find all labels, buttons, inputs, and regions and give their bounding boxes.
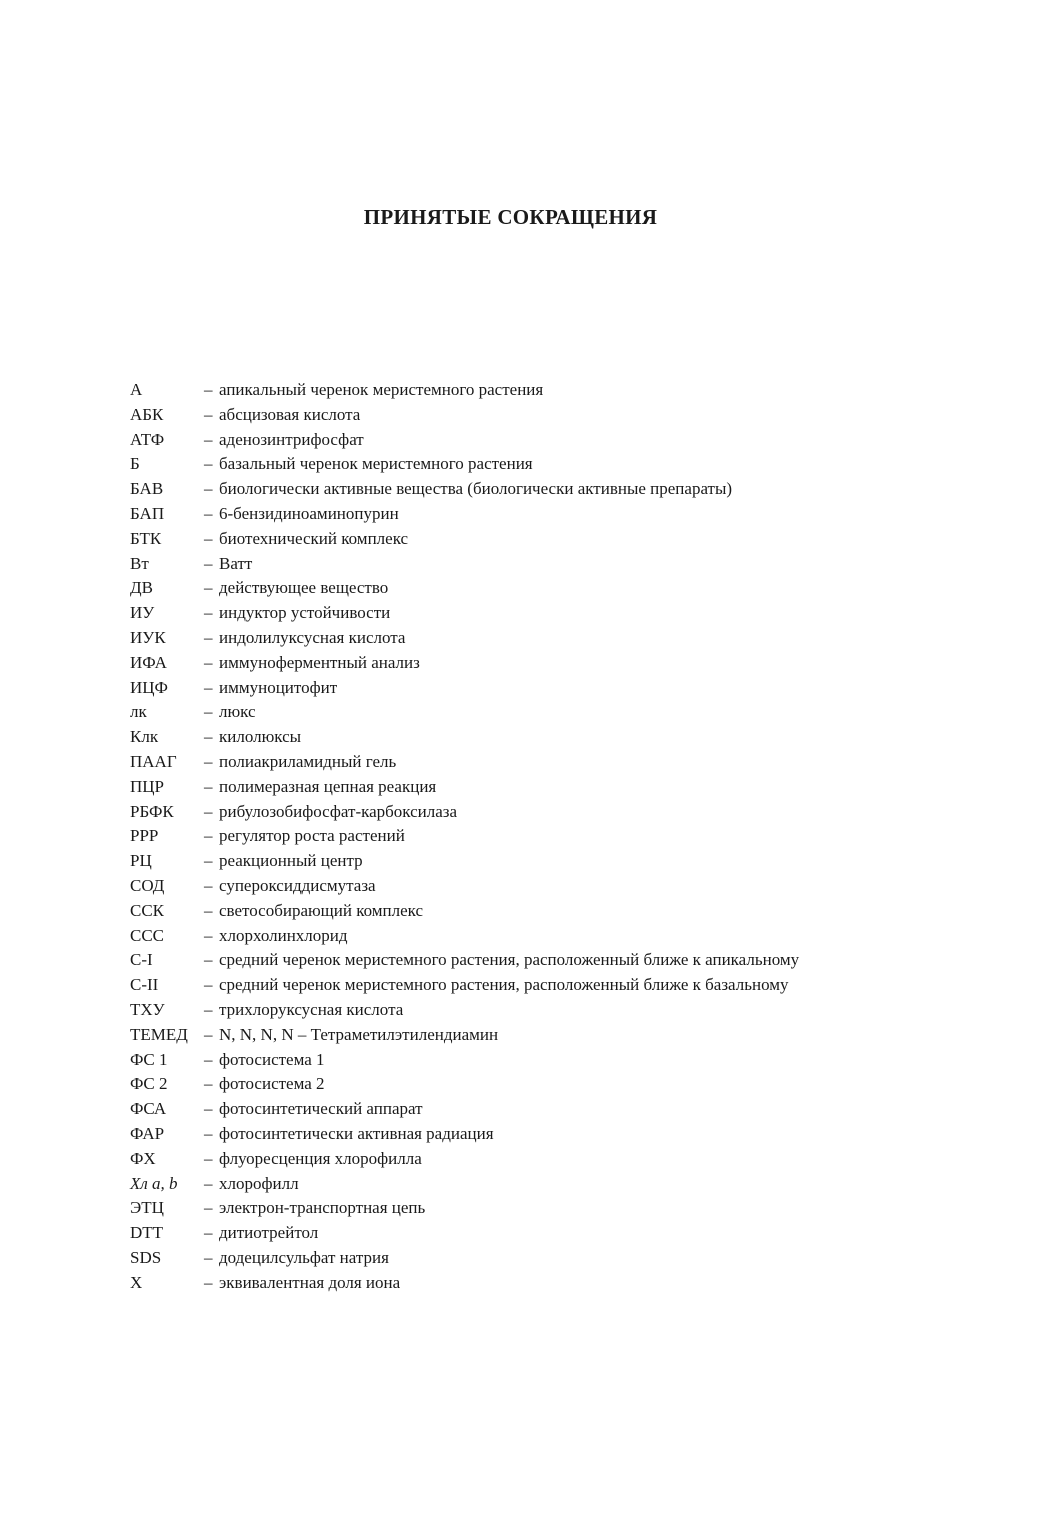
- abbreviation-term: С-I: [130, 950, 153, 970]
- abbreviation-term: РБФК: [130, 801, 174, 821]
- abbreviation-row: [130, 378, 930, 403]
- abbreviation-dash: –: [204, 925, 213, 945]
- abbreviation-definition: электрон-транспортная цепь: [219, 1198, 426, 1218]
- abbreviation-definition: дитиотрейтол: [219, 1223, 319, 1243]
- abbreviation-term: ИЦФ: [130, 677, 168, 697]
- abbreviation-dash: –: [204, 553, 213, 573]
- abbreviation-definition: супероксиддисмутаза: [219, 875, 376, 895]
- abbreviation-dash: –: [204, 1173, 213, 1193]
- abbreviation-row: [130, 1147, 930, 1172]
- abbreviation-row: [130, 1196, 930, 1221]
- abbreviation-row: [130, 576, 930, 601]
- abbreviation-term: ССС: [130, 925, 165, 945]
- abbreviation-row: [130, 775, 930, 800]
- abbreviation-row: [130, 700, 930, 725]
- abbreviation-definition: аденозинтрифосфат: [219, 429, 364, 449]
- abbreviation-row: [130, 973, 930, 998]
- abbreviation-term: ЭТЦ: [130, 1198, 164, 1218]
- abbreviation-definition: 6-бензидиноаминопурин: [219, 503, 399, 523]
- abbreviation-dash: –: [204, 627, 213, 647]
- abbreviation-definition: трихлоруксусная кислота: [219, 999, 404, 1019]
- abbreviation-definition: светособирающий комплекс: [219, 900, 424, 920]
- abbreviation-definition: люкс: [219, 702, 256, 722]
- abbreviation-list: [130, 378, 930, 1295]
- abbreviation-dash: –: [204, 1024, 213, 1044]
- abbreviation-row: [130, 998, 930, 1023]
- abbreviation-definition: базальный черенок меристемного растения: [219, 454, 533, 474]
- abbreviation-row: [130, 725, 930, 750]
- abbreviation-row: [130, 428, 930, 453]
- abbreviation-row: [130, 1048, 930, 1073]
- abbreviation-term: БАП: [130, 503, 165, 523]
- abbreviation-dash: –: [204, 975, 213, 995]
- abbreviation-row: [130, 874, 930, 899]
- abbreviation-term: БАВ: [130, 479, 164, 499]
- abbreviation-term: А: [130, 380, 143, 399]
- abbreviation-term: ФС 2: [130, 1074, 168, 1094]
- abbreviation-dash: –: [204, 1223, 213, 1243]
- abbreviation-dash: –: [204, 851, 213, 871]
- abbreviation-dash: –: [204, 875, 213, 895]
- abbreviation-definition: регулятор роста растений: [219, 826, 405, 846]
- abbreviation-dash: –: [204, 652, 213, 672]
- abbreviation-row: [130, 849, 930, 874]
- abbreviation-row: [130, 1221, 930, 1246]
- abbreviation-definition: биологически активные вещества (биологически активные препараты): [219, 479, 733, 499]
- abbreviation-term: ПААГ: [130, 751, 177, 771]
- abbreviation-definition: полимеразная цепная реакция: [219, 776, 437, 796]
- abbreviation-row: [130, 502, 930, 527]
- abbreviation-dash: –: [204, 826, 213, 846]
- abbreviation-term: ФС 1: [130, 1049, 168, 1069]
- abbreviation-dash: –: [204, 528, 213, 548]
- abbreviation-term: С-II: [130, 975, 159, 995]
- abbreviation-term: АТФ: [130, 429, 165, 449]
- abbreviation-term: Б: [130, 454, 140, 474]
- abbreviation-term: ТЕМЕД: [130, 1024, 188, 1044]
- abbreviation-definition: иммуноцитофит: [219, 677, 338, 697]
- abbreviation-term: ФАР: [130, 1123, 165, 1143]
- abbreviation-definition: фотосистема 1: [219, 1049, 325, 1069]
- abbreviation-dash: –: [204, 380, 213, 399]
- abbreviation-definition: N, N, N, N – Тетраметилэтилендиамин: [219, 1024, 499, 1044]
- abbreviation-definition: эквивалентная доля иона: [219, 1272, 401, 1292]
- abbreviation-row: [130, 924, 930, 949]
- abbreviation-dash: –: [204, 1074, 213, 1094]
- abbreviation-dash: –: [204, 603, 213, 623]
- abbreviation-dash: –: [204, 1272, 213, 1292]
- abbreviation-term: СОД: [130, 875, 165, 895]
- abbreviation-definition: флуоресценция хлорофилла: [219, 1148, 422, 1168]
- abbreviation-term: ИФА: [130, 652, 167, 672]
- abbreviation-definition: додецилсульфат натрия: [219, 1247, 389, 1267]
- abbreviation-term: ДВ: [130, 578, 153, 598]
- abbreviation-definition: средний черенок меристемного растения, расположенный ближе к базальному: [219, 975, 789, 995]
- abbreviation-dash: –: [204, 751, 213, 771]
- abbreviation-term: DTT: [130, 1223, 164, 1243]
- abbreviation-definition: иммуноферментный анализ: [219, 652, 420, 672]
- abbreviation-definition: биотехнический комплекс: [219, 528, 409, 548]
- abbreviation-definition: полиакриламидный гель: [219, 751, 397, 771]
- page-title: ПРИНЯТЫЕ СОКРАЩЕНИЯ: [363, 205, 658, 229]
- abbreviation-dash: –: [204, 727, 213, 747]
- abbreviation-term: Вт: [130, 553, 149, 573]
- abbreviation-definition: апикальный черенок меристемного растения: [219, 380, 544, 399]
- abbreviation-row: [130, 1271, 930, 1296]
- abbreviation-definition: фотосистема 2: [219, 1074, 325, 1094]
- abbreviation-term: РРР: [130, 826, 159, 846]
- abbreviation-definition: реакционный центр: [219, 851, 363, 871]
- abbreviation-dash: –: [204, 1198, 213, 1218]
- abbreviation-row: [130, 651, 930, 676]
- abbreviation-dash: –: [204, 1247, 213, 1267]
- abbreviation-row: [130, 601, 930, 626]
- abbreviation-row: [130, 824, 930, 849]
- abbreviation-term: ПЦР: [130, 776, 165, 796]
- abbreviation-dash: –: [204, 479, 213, 499]
- abbreviation-definition: индуктор устойчивости: [219, 603, 391, 623]
- abbreviation-row: [130, 676, 930, 701]
- abbreviation-term: ИУК: [130, 627, 166, 647]
- abbreviation-term: ФСА: [130, 1099, 167, 1119]
- abbreviation-term: ИУ: [130, 603, 155, 623]
- abbreviation-term: Хл a, b: [130, 1173, 178, 1193]
- abbreviation-definition: фотосинтетически активная радиация: [219, 1123, 494, 1143]
- abbreviation-definition: хлорофилл: [219, 1173, 299, 1193]
- abbreviation-definition: абсцизовая кислота: [219, 404, 361, 424]
- abbreviation-dash: –: [204, 404, 213, 424]
- abbreviation-dash: –: [204, 677, 213, 697]
- abbreviation-row: [130, 800, 930, 825]
- abbreviation-row: [130, 1122, 930, 1147]
- abbreviation-dash: –: [204, 578, 213, 598]
- abbreviation-dash: –: [204, 1123, 213, 1143]
- abbreviation-dash: –: [204, 1099, 213, 1119]
- abbreviation-term: АБК: [130, 404, 164, 424]
- abbreviation-dash: –: [204, 429, 213, 449]
- abbreviation-term: БТК: [130, 528, 162, 548]
- abbreviation-row: [130, 1097, 930, 1122]
- abbreviation-term: SDS: [130, 1247, 162, 1267]
- abbreviation-row: [130, 403, 930, 428]
- abbreviation-definition: средний черенок меристемного растения, расположенный ближе к апикальному: [219, 950, 800, 970]
- abbreviation-term: Х: [130, 1272, 143, 1292]
- abbreviation-dash: –: [204, 702, 213, 722]
- abbreviation-term: лк: [130, 702, 147, 722]
- abbreviation-dash: –: [204, 1049, 213, 1069]
- abbreviation-definition: индолилуксусная кислота: [219, 627, 406, 647]
- abbreviation-row: [130, 1023, 930, 1048]
- abbreviation-row: [130, 899, 930, 924]
- abbreviation-row: [130, 1072, 930, 1097]
- abbreviation-term: Клк: [130, 727, 159, 747]
- abbreviation-row: [130, 948, 930, 973]
- abbreviation-definition: действующее вещество: [219, 578, 389, 598]
- abbreviation-term: ТХУ: [130, 999, 165, 1019]
- abbreviation-definition: килолюксы: [219, 727, 302, 747]
- abbreviation-definition: фотосинтетический аппарат: [219, 1099, 423, 1119]
- abbreviation-term: РЦ: [130, 851, 152, 871]
- abbreviation-row: [130, 452, 930, 477]
- abbreviation-definition: хлорхолинхлорид: [219, 925, 348, 945]
- abbreviation-row: [130, 750, 930, 775]
- abbreviation-definition: Ватт: [219, 553, 253, 573]
- abbreviation-dash: –: [204, 950, 213, 970]
- abbreviation-row: [130, 1172, 930, 1197]
- abbreviation-dash: –: [204, 999, 213, 1019]
- abbreviation-row: [130, 1246, 930, 1271]
- abbreviation-dash: –: [204, 900, 213, 920]
- abbreviation-dash: –: [204, 503, 213, 523]
- abbreviation-dash: –: [204, 801, 213, 821]
- abbreviation-dash: –: [204, 1148, 213, 1168]
- abbreviation-definition: рибулозобифосфат-карбоксилаза: [219, 801, 458, 821]
- abbreviation-term: ССК: [130, 900, 165, 920]
- abbreviation-term: ФХ: [130, 1148, 156, 1168]
- abbreviation-row: [130, 626, 930, 651]
- abbreviation-row: [130, 552, 930, 577]
- abbreviation-dash: –: [204, 454, 213, 474]
- abbreviation-row: [130, 477, 930, 502]
- abbreviation-dash: –: [204, 776, 213, 796]
- abbreviation-row: [130, 527, 930, 552]
